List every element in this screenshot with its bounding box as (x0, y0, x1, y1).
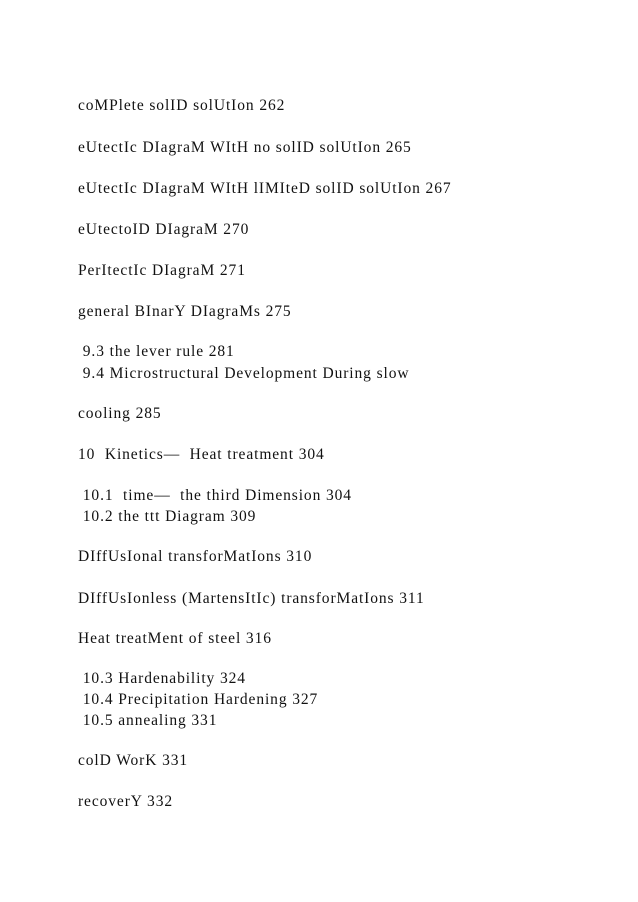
toc-entry: 10.2 the ttt Diagram 309 (78, 508, 257, 525)
toc-entry: 10 Kinetics— Heat treatment 304 (78, 446, 325, 463)
toc-entry: coMPlete solID solUtIon 262 (78, 97, 286, 114)
toc-entry: 10.3 Hardenability 324 (78, 670, 246, 687)
toc-entry: DIffUsIonal transforMatIons 310 (78, 548, 313, 565)
toc-entry: eUtectIc DIagraM WItH lIMIteD solID solUtIon 267 (78, 180, 452, 197)
toc-entry: eUtectIc DIagraM WItH no solID solUtIon 265 (78, 139, 412, 156)
toc-entry: DIffUsIonless (MartensItIc) transforMatIons 311 (78, 590, 425, 607)
toc-entry: general BInarY DIagraMs 275 (78, 303, 292, 320)
toc-entry: Heat treatMent of steel 316 (78, 630, 272, 647)
toc-entry: cooling 285 (78, 405, 162, 422)
toc-entry: 10.1 time— the third Dimension 304 (78, 487, 352, 504)
toc-entry: 10.4 Precipitation Hardening 327 (78, 691, 319, 708)
toc-entry: eUtectoID DIagraM 270 (78, 221, 250, 238)
toc-entry: 9.4 Microstructural Development During slow (78, 365, 410, 382)
toc-entry: 10.5 annealing 331 (78, 712, 218, 729)
toc-entry: 9.3 the lever rule 281 (78, 343, 235, 360)
toc-entry: recoverY 332 (78, 793, 174, 810)
toc-entry: colD WorK 331 (78, 752, 189, 769)
toc-entry: PerItectIc DIagraM 271 (78, 262, 246, 279)
